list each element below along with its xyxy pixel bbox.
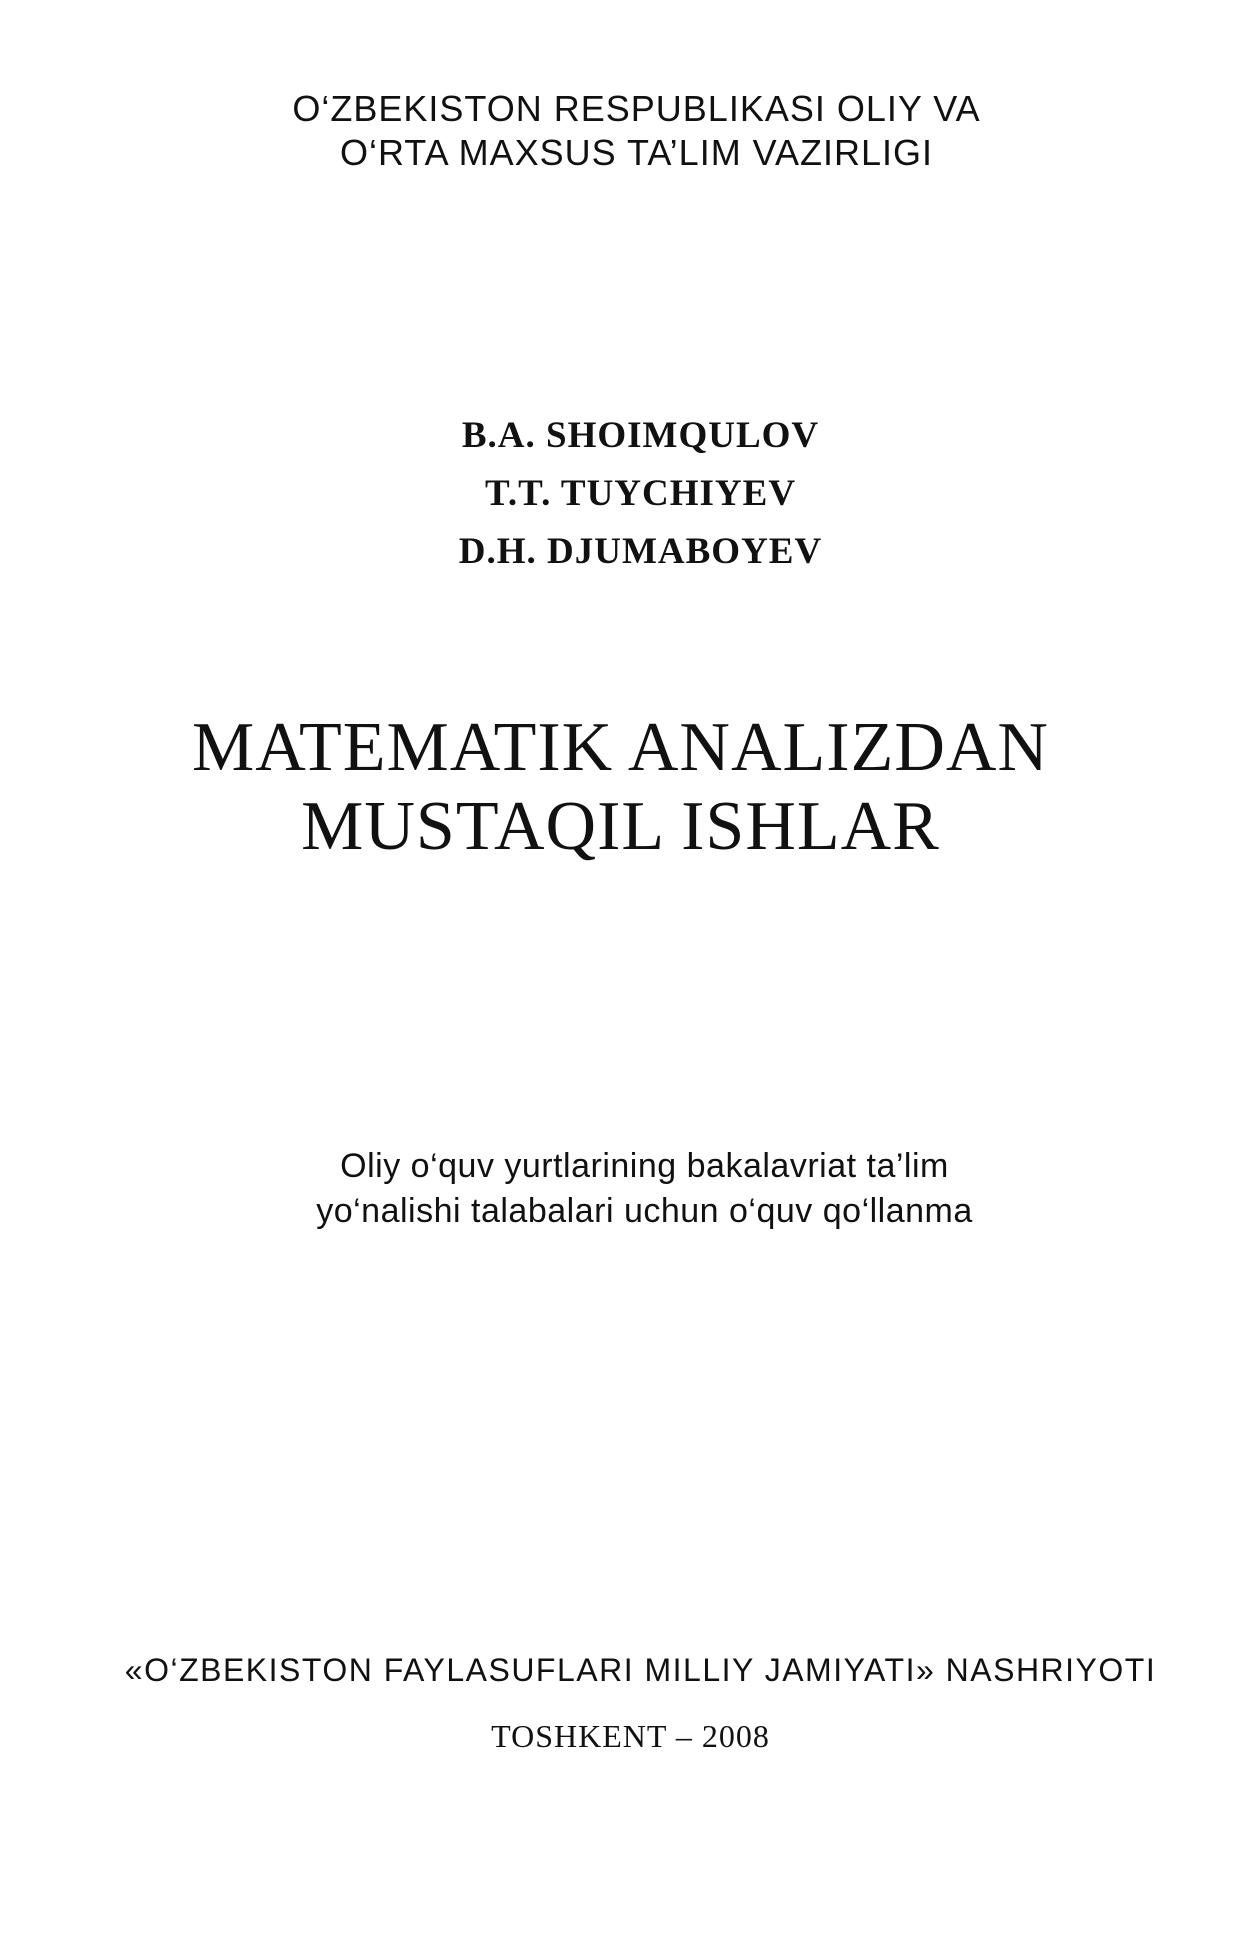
- city-year: TOSHKENT – 2008: [491, 1718, 770, 1754]
- book-subtitle-line-2: yo‘nalishi talabalari uchun o‘quv qo‘llanma: [316, 1192, 973, 1230]
- author-2: T.T. TUYCHIYEV: [484, 473, 797, 514]
- book-title-line-2: MUSTAQIL ISHLAR: [301, 788, 940, 865]
- author-1: B.A. SHOIMQULOV: [461, 415, 820, 456]
- ministry-name-line-1: O‘ZBEKISTON RESPUBLIKASI OLIY VA: [292, 88, 981, 129]
- book-subtitle-line-1: Oliy o‘quv yurtlarining bakalavriat ta’lim: [340, 1147, 949, 1185]
- ministry-name-line-2: O‘RTA MAXSUS TA’LIM VAZIRLIGI: [339, 132, 934, 173]
- publisher-name: «O‘ZBEKISTON FAYLASUFLARI MILLIY JAMIYATI» NASHRIYOTI: [124, 1652, 1157, 1688]
- author-3: D.H. DJUMABOYEV: [458, 531, 823, 572]
- book-title-line-1: MATEMATIK ANALIZDAN: [192, 709, 1049, 786]
